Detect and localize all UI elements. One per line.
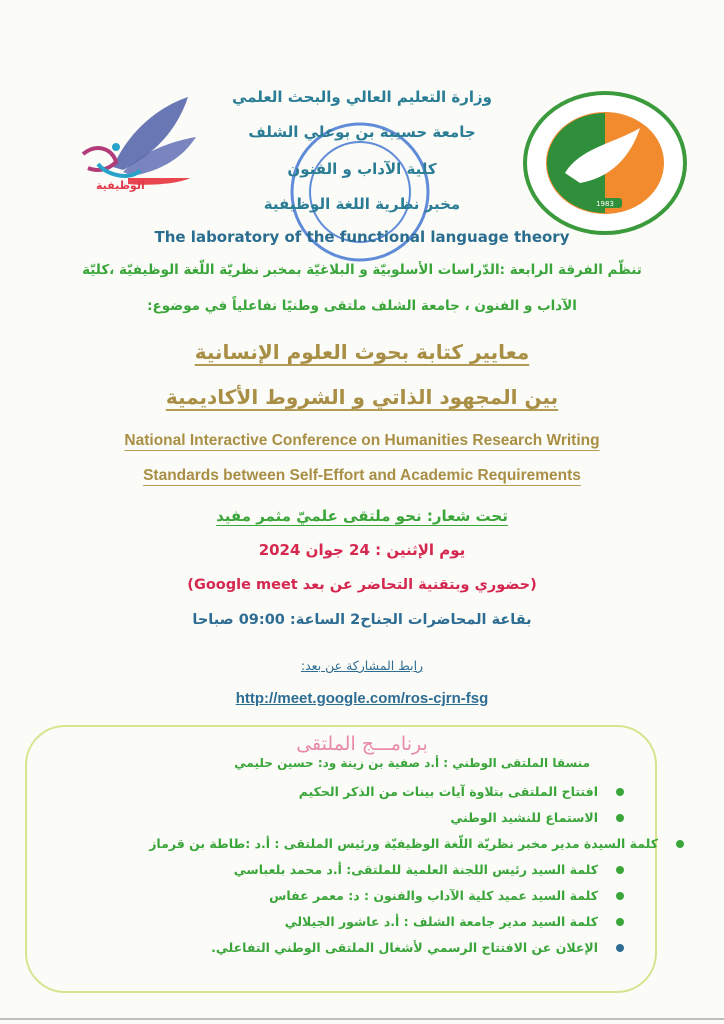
attendance-mode: (حضوري وبتقنية التحاضر عن بعد Google meet)	[187, 577, 537, 593]
program-item: كلمة السيد عميد كلية الآداب والفنون : د: معمر عفاس	[89, 886, 624, 912]
intro-line-1: تنظّم الفرقة الرابعة :الدّراسات الأسلوبيّة و البلاغيّة بمخبر نظريّة اللّغة الوظيفيّة ،كليّة	[82, 262, 642, 278]
venue-time: بقاعة المحاضرات الجناح2 الساعة: 09:00 صباحا	[192, 612, 532, 628]
title-ar-line-1: معايير كتابة بحوث العلوم الإنسانية	[194, 340, 530, 364]
bullet-icon	[616, 814, 624, 822]
bullet-icon	[676, 840, 684, 848]
laboratory-name-en: The laboratory of the functional language theory	[154, 228, 570, 246]
bullet-icon	[616, 866, 624, 874]
program-item: الإعلان عن الافتتاح الرسمي لأشغال الملتقى الوطني التفاعلي.	[89, 938, 624, 964]
scan-edge-divider	[0, 1018, 724, 1020]
program-item: افتتاح الملتقى بتلاوة آيات بينات من الذكر الحكيم	[89, 782, 624, 808]
program-list	[89, 782, 658, 964]
slogan: تحت شعار: نحو ملتقى علميّ مثمر مفيد	[216, 507, 508, 525]
svg-text:1983: 1983	[596, 200, 614, 208]
bullet-icon	[616, 788, 624, 796]
bullet-icon	[616, 892, 624, 900]
bullet-icon	[616, 918, 624, 926]
title-en-line-2: Standards between Self-Effort and Academic Requirements	[143, 467, 581, 484]
title-en-line-1: National Interactive Conference on Humanities Research Writing	[124, 432, 600, 449]
program-item: كلمة السيد رئيس اللجنة العلمية للملتقى: أ.د محمد بلعباسي	[89, 860, 624, 886]
title-ar-line-2: بين المجهود الذاتي و الشروط الأكاديمية	[165, 385, 559, 409]
link-label: رابط المشاركة عن بعد:	[300, 658, 424, 673]
program-title: برنامـــج الملتقى	[296, 733, 428, 755]
laboratory-name-ar: مخبر نظرية اللغة الوظيفية	[263, 195, 461, 213]
svg-text:الوظيفية: الوظيفية	[96, 179, 145, 192]
university-name: جامعة حسيبة بن بوعلي الشلف	[248, 123, 476, 141]
ministry-title: وزارة التعليم العالي والبحث العلمي	[231, 88, 493, 106]
program-item: كلمة السيد مدير جامعة الشلف : أ.د عاشور الجيلالي	[89, 912, 624, 938]
program-coordinators: منسقا الملتقى الوطني : أ.د صفية بن زينة ود: حسين حليمي	[234, 756, 590, 770]
intro-line-2: الآداب و الفنون ، جامعة الشلف ملتقى وطنيًا نفاعلياً في موضوع:	[147, 298, 577, 314]
program-item: كلمة السيدة مدير مخبر نظريّة اللّغة الوظيفيّة ورئيس الملتقى : أ.د :طاطة بن قرماز	[149, 834, 684, 860]
event-date: يوم الإثنين : 24 جوان 2024	[258, 541, 466, 559]
faculty-name: كلية الآداب و الفنون	[287, 160, 437, 178]
program-item: الاستماع للنشيد الوطني	[89, 808, 624, 834]
bullet-icon	[616, 944, 624, 952]
meet-link[interactable]: http://meet.google.com/ros-cjrn-fsg	[235, 690, 489, 707]
